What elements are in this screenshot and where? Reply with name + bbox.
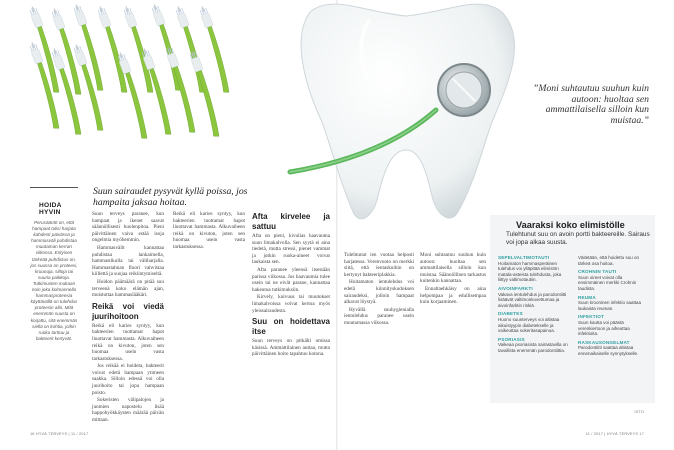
folio-right: 11 / 2017 | HYVÄ TERVEYS 17	[585, 432, 644, 436]
sidebar-text: Perusääntö on, että hampaat tulisi harjata kahdesti päivässä ja hammasväli puhdistaa muutaman kerran viikossa. Erityisen tärkeää puhdistus on, jos suussa on proteesi, kruunuja, siltoja tai suuria paikkoja. Tutkimusten mukaan noin joka kolmannella hammasproteesia käyttävällä on tulehdus proteesin alla. Mitä enemmän suusta on korjattu, sitä enemmän siellä on kohtia, joihin ruoka tarttuu ja bakteerit kertyvät.	[30, 220, 78, 341]
paragraph: Sokeristen välipalojen ja juomien napostelu lisää happohyökkäysten määrää päivän mittaan.	[92, 397, 164, 424]
category-label: SEPELVALTIMOTAUTI	[498, 255, 550, 260]
paragraph: Hyvällä suuhygienialla ientulehdus paranee usein muutamassa viikossa.	[344, 306, 414, 326]
category-label: AIVOINFARKTI	[498, 285, 533, 291]
paragraph: Suun terveys paranee, kun hampaat ja ikenet saavat säännöllisesti huolenpitoa. Pieni päivittäinen vaiva estää isoja ongelmia myöhemmin.	[92, 211, 164, 244]
fact-box-column-1	[498, 252, 571, 356]
fact-box-subtitle: Tulehtunut suu on avoin portti bakteereille. Sairaus voi jopa alkaa suusta.	[506, 231, 650, 246]
article-column-3	[252, 212, 330, 359]
paragraph: Afta on pieni, kivulias haavauma suun limakalvolla. Sen syytä ei aina tiedetä, mutta stressi, pienet vammat ja jotkin ruoka-aineet voivat laukaista sen.	[252, 233, 330, 266]
article-column-5	[420, 252, 486, 307]
category-text: Väitetään, että hoidettu suu on tärkeä osa hoitoa.	[578, 255, 640, 266]
category-text: Suun krooninen infektio saattaa laukaista reuman.	[578, 300, 642, 311]
paragraph: Kirvely, kuivuus tai muutokset limakalvoissa voivat kertoa myös yleissairaudesta.	[252, 294, 330, 314]
folio-left: 16 HYVÄ TERVEYS | 11 / 2017	[30, 432, 89, 436]
paragraph: Moni suhtautuu suuhun kuin autoon: huoltaa sen ammattilaisella silloin kun muistaa. Säännöllinen tarkastus kuitenkin kannattaa.	[420, 252, 486, 285]
article-headline: Suun sairaudet pysyvät kyllä poissa, jos hampaita jaksaa hoitaa.	[93, 186, 248, 208]
paragraph: Hammasvälit kannattaa puhdistaa lankaimella, hammastikulla tai väliharjalla. Hammastahnan fluori vahvistaa kiillettä ja suojaa reikiintymiseltä.	[92, 244, 164, 278]
category-label: RASKAUSONGELMAT	[578, 339, 630, 345]
sidebar-tip	[30, 187, 78, 342]
category-text: Hoitamaton hammasperäinen tulehdus voi ylläpitää elimistön matala-asteista tulehdusta, joka liittyy valtimotautiin.	[498, 260, 562, 283]
paragraph: Afta paranee yleensä itsestään parissa viikossa. Jos haavaumia tulee usein tai ne eivät parane, kannattaa hakeutua tutkimuksiin.	[252, 266, 330, 293]
paragraph: Reikä eli karies syntyy, kun bakteerien tuottamat hapot liuottavat hammasta. Alkuvaiheen reikä on kivuton, joten sen huomaa usein vasta tarkastuksessa.	[92, 322, 164, 362]
category-text: Vakava ientulehdus ja parodontiitti lisäävät valtimonkovettumaa ja aivoinfarktin riskiä.	[498, 291, 567, 308]
paragraph: Hoitamaton ientulehdus voi edetä kiinnityskudoksen sairaudeksi, jolloin hampaat alkavat löystyä.	[344, 279, 414, 306]
toothbrushes-illustration	[22, 0, 284, 150]
fact-box-title: Vaaraksi koko elimistölle	[516, 220, 625, 230]
pull-quote: ”Moni suhtautuu suuhun kuin autoon: huoltaa sen ammattilaisella silloin kun muistaa.”	[533, 83, 649, 126]
paragraph: Suun terveys on pitkälti omissa käsissä. Ammattilainen auttaa, mutta päivittäinen hoito tapahtuu kotona.	[252, 338, 330, 358]
category-text: Huono suunterveys voi altistaa aikuistyypin diabetekselle ja vaikeuttaa sokeritasapainoa.	[498, 316, 560, 334]
category-text: Vaikeaa psoriasista sairastavilla on tavallista enemmän parodontiittia.	[498, 342, 568, 353]
article-column-4	[344, 252, 414, 328]
category-label: REUMA	[578, 294, 596, 300]
photo-credit: ISTO	[634, 410, 644, 414]
category-text: Parodontiitti saattaa altistaa ennenaikaiselle synnytykselle.	[578, 345, 639, 356]
section-heading: Reikä voi viedä juurihoitoon	[92, 301, 164, 321]
section-heading: Suu on hoidettava itse	[252, 317, 330, 337]
category-label: DIABETES	[498, 311, 523, 317]
category-label: PSORIASIS	[498, 336, 525, 342]
article-column-1	[92, 211, 164, 425]
section-heading: Afta kirvelee ja sattuu	[252, 212, 330, 231]
paragraph: Tulehtunut ien vuotaa helposti harjatessa. Verenvuoto on merkki siitä, että ientaskuihin on kertynyt bakteeriplakkia.	[344, 252, 414, 278]
category-label: CROHNIN TAUTI	[578, 269, 617, 275]
paragraph: Ennaltaehkäisy on aina helpompaa ja edullisempaa kuin korjaaminen.	[420, 285, 486, 306]
paragraph: Jos reikää ei hoideta, bakteerit voivat edetä hampaan ytimeen saakka. Silloin edessä voi olla juurihoito tai jopa hampaan poisto.	[92, 363, 164, 396]
category-text: Suun kautta voi päästä verenkiertoon ja aiheuttaa infektioita.	[578, 319, 630, 337]
category-label: INFEKTIOT	[578, 314, 605, 320]
category-text: Suun oireet voivat olla ensimmäinen merkki Crohnin taudista.	[578, 274, 637, 291]
article-column-2	[173, 211, 245, 252]
fact-box-column-2	[578, 252, 650, 359]
paragraph: Hoidon päämäärä on pitää suu terveenä koko elämän ajan, muistuttaa hammaslääkäri.	[92, 278, 164, 299]
paragraph: Reikä eli karies syntyy, kun bakteerien tuottamat hapot liuottavat hammasta. Alkuvaiheen reikä on kivuton, joten sen huomaa usein vasta tarkastuksessa.	[173, 211, 245, 250]
sidebar-title: HOIDA HYVIN	[39, 202, 62, 216]
